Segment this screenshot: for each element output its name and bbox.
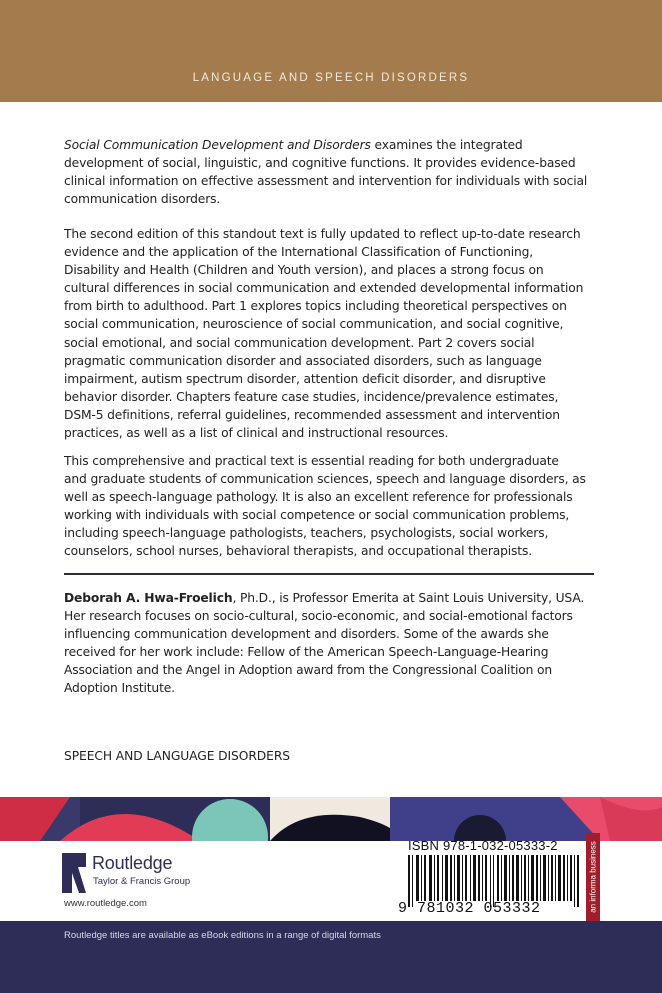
- bottom-band: [0, 921, 662, 993]
- description-paragraph-1: Social Communication Development and Disorders examines the integrated development of social, linguistic, and cognitive functions. It provides evidence-based clinical information on effective assessment and intervention for individuals with social communication disorders.: [64, 138, 588, 207]
- isbn-label: ISBN 978-1-032-05333-2: [408, 838, 558, 853]
- description-paragraph-3: This comprehensive and practical text is essential reading for both undergraduate and graduate students of communication sciences, speech and language disorders, as well as speech-language pathology. It is also an excellent reference for professionals working with individuals with social competence or social communication problems, including speech-language pathologists, teachers, psychologists, social workers, counselors, school nurses, behavioral therapists, and occupational therapists.: [64, 454, 586, 559]
- publisher-url: www.routledge.com: [64, 898, 147, 909]
- series-band: [0, 0, 662, 102]
- publisher-name: Routledge: [92, 853, 173, 873]
- author-name: Deborah A. Hwa-Froelich: [64, 591, 233, 605]
- series-label: LANGUAGE AND SPEECH DISORDERS: [192, 72, 470, 84]
- informa-tab: [586, 833, 600, 921]
- routledge-logo-icon: [62, 853, 86, 893]
- subject-category: SPEECH AND LANGUAGE DISORDERS: [64, 749, 290, 763]
- barcode-digits: 9 781032 053332: [398, 900, 541, 917]
- section-divider: [64, 573, 594, 575]
- author-bio: Deborah A. Hwa-Froelich, Ph.D., is Professor Emerita at Saint Louis University, USA. Her research focuses on socio-cultural, socio-economic, and social-emotional factors influencing communication development and disorders. Some of the awards she received for her work include: Fellow of the American Speech-Language-Hearing Association and the Angel in Adoption award from the Congressional Coalition on Adoption Institute.: [64, 591, 585, 696]
- decorative-art-strip: [0, 797, 662, 841]
- description-paragraph-2: The second edition of this standout text is fully updated to reflect up-to-date research evidence and the application of the International Classification of Functioning, Disability and Health (Children and Youth version), and places a strong focus on cultural differences in social communication and extended developmental information from birth to adulthood. Part 1 explores topics including theoretical perspectives on social communication, neuroscience of social communication, and social cognitive, social emotional, and social communication development. Part 2 covers social pragmatic communication disorder and associated disorders, such as language impairment, autism spectrum disorder, attention deficit disorder, and disruptive behavior disorder. Chapters feature case studies, incidence/prevalence estimates, DSM-5 definitions, referral guidelines, recommended assessment and intervention practices, as well as a list of clinical and instructional resources.: [64, 227, 584, 441]
- book-title: Social Communication Development and Disorders: [64, 138, 371, 152]
- ebook-note: Routledge titles are available as eBook editions in a range of digital formats: [64, 930, 381, 941]
- publisher-group: Taylor & Francis Group: [93, 876, 191, 887]
- informa-label: an informa business: [588, 841, 598, 913]
